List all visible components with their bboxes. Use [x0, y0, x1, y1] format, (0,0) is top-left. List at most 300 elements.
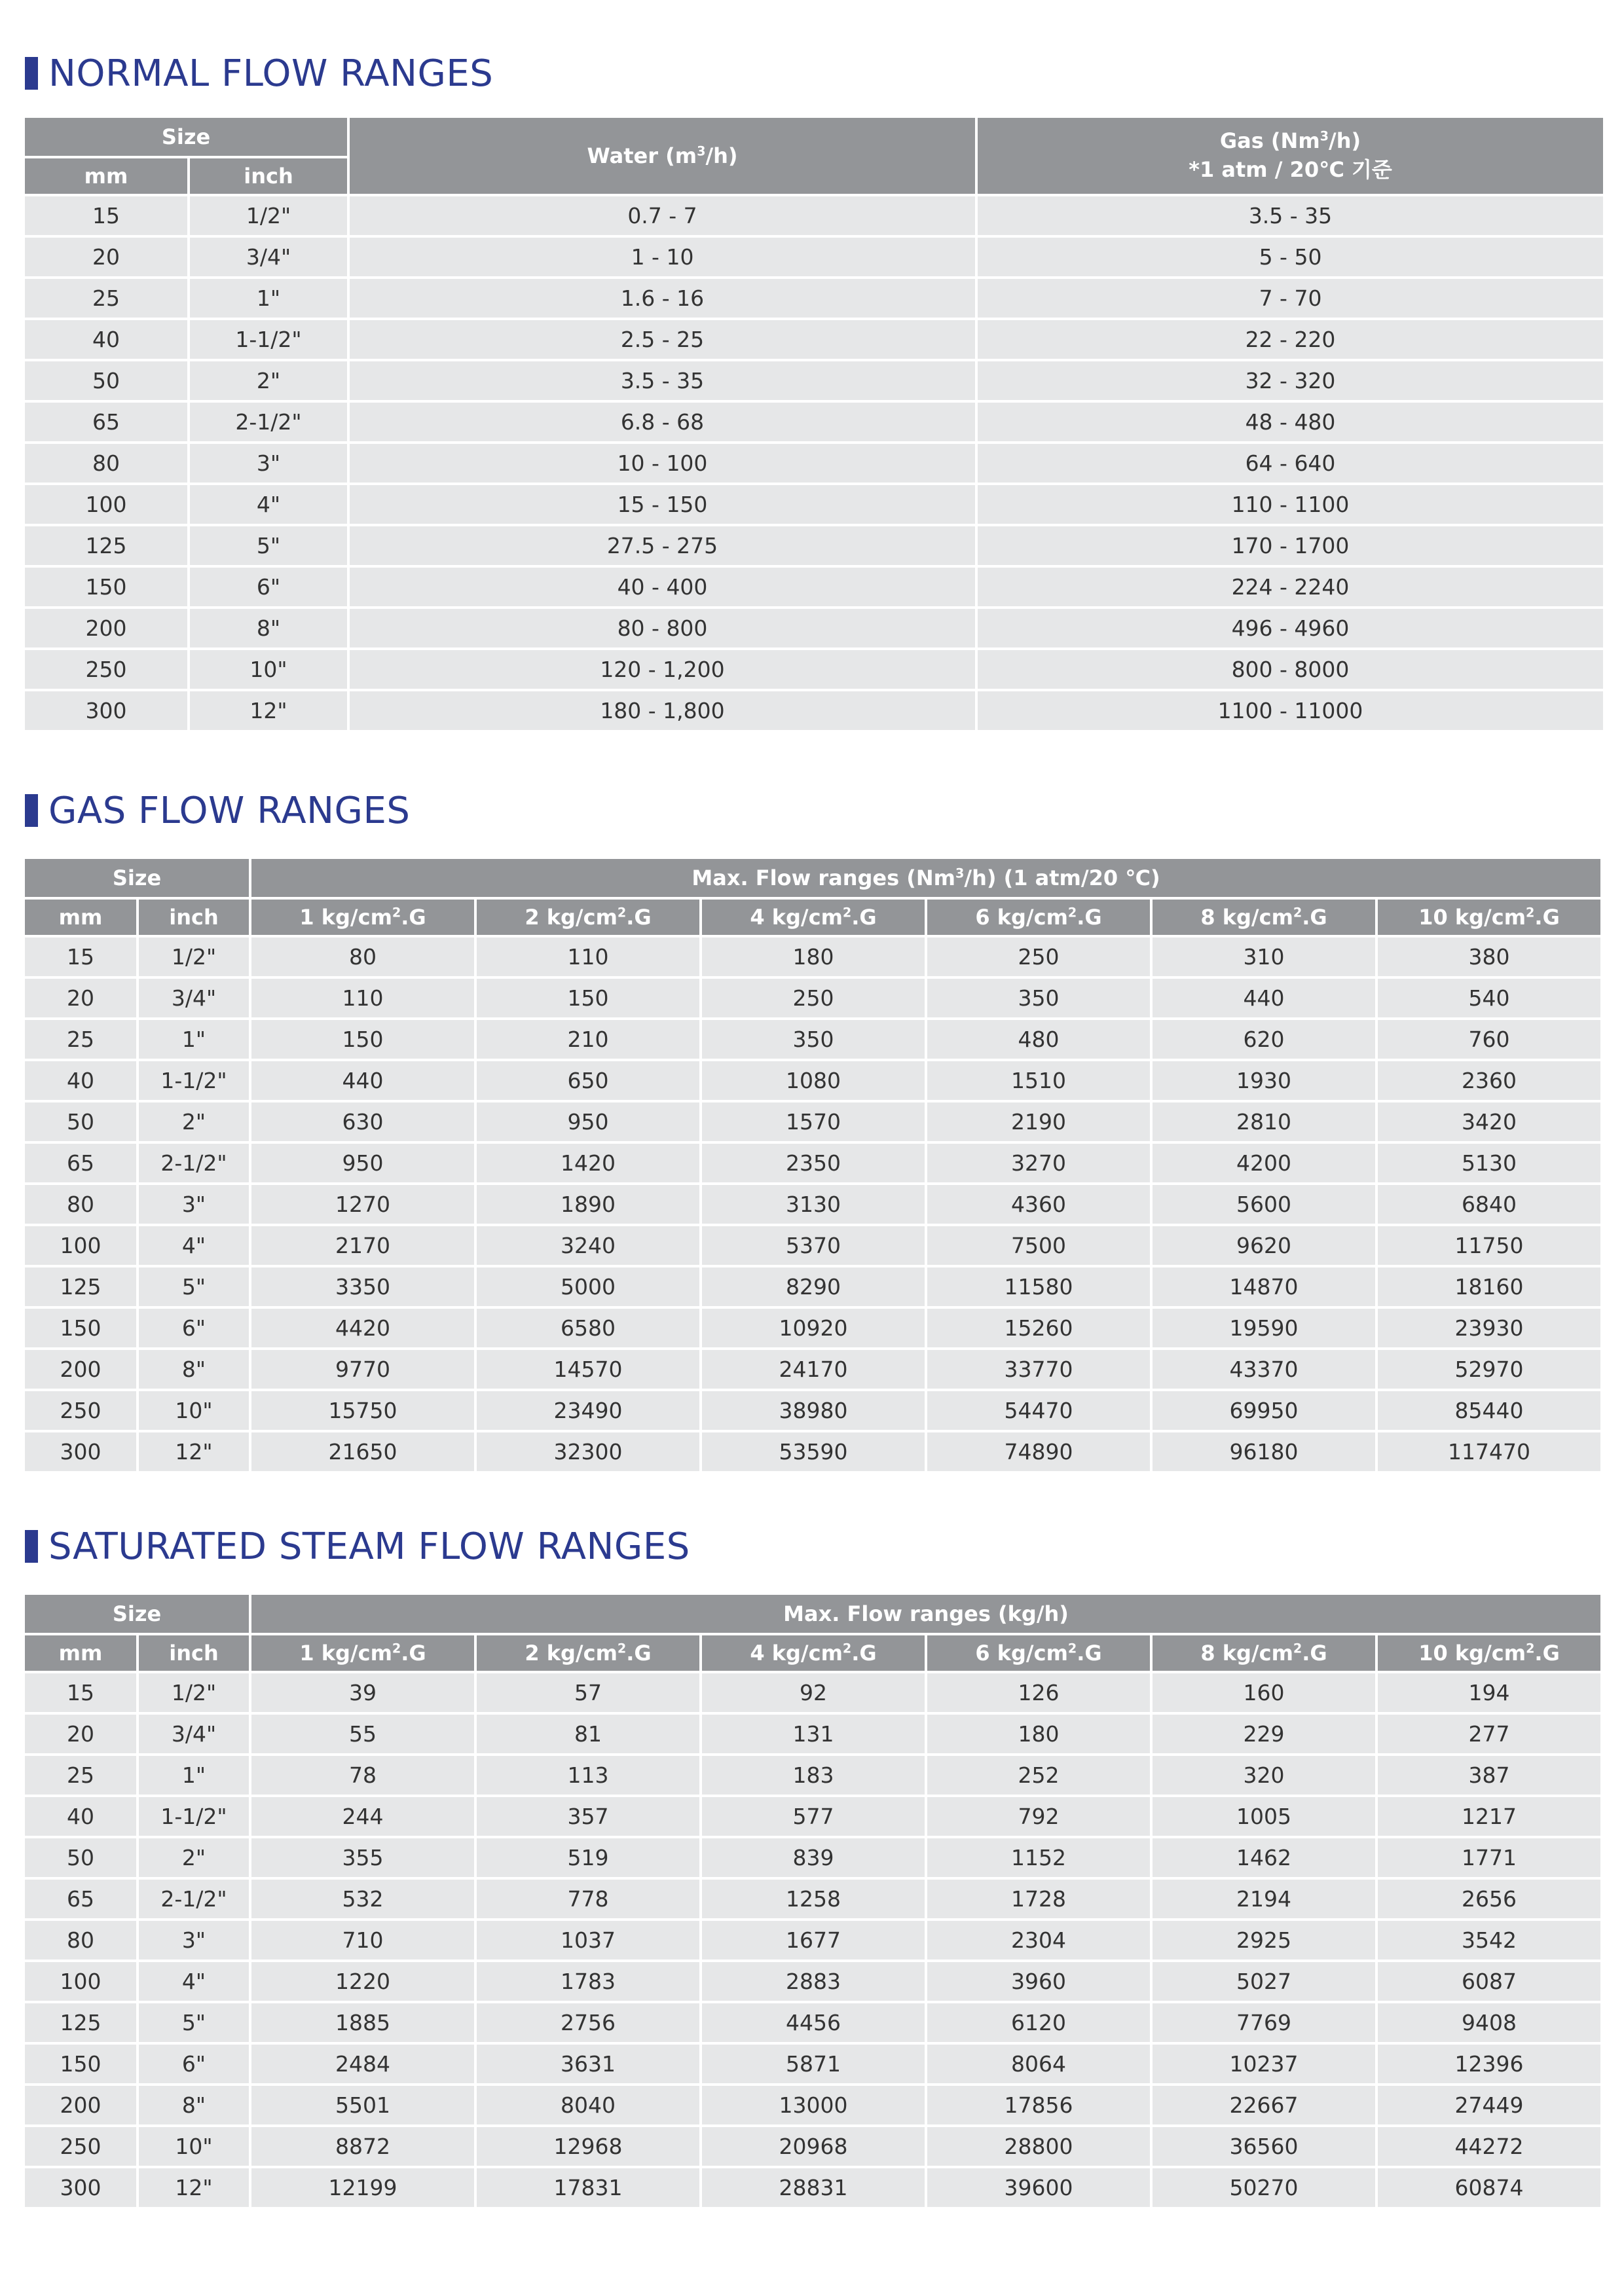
value-cell: 131	[702, 1712, 925, 1753]
table-row	[25, 1389, 1600, 1430]
value-cell: 7769	[1153, 2001, 1375, 2042]
value-cell: 1005	[1153, 1795, 1375, 1836]
gas-range-cell: 22 - 220	[978, 318, 1603, 359]
mm-cell: 300	[25, 689, 187, 730]
mm-cell: 20	[25, 1712, 136, 1753]
inch-header: inch	[139, 897, 249, 935]
inch-cell: 3/4"	[139, 1712, 249, 1753]
value-cell: 92	[702, 1671, 925, 1712]
table-row	[25, 1265, 1600, 1306]
mm-cell: 20	[25, 235, 187, 276]
value-cell: 3270	[927, 1141, 1150, 1182]
value-cell: 17856	[927, 2083, 1150, 2124]
mm-cell: 125	[25, 1265, 136, 1306]
value-cell: 36560	[1153, 2124, 1375, 2166]
value-cell: 387	[1378, 1753, 1600, 1795]
inch-cell: 1-1/2"	[139, 1059, 249, 1100]
heading-marker	[25, 794, 38, 827]
value-cell: 18160	[1378, 1265, 1600, 1306]
value-cell: 85440	[1378, 1389, 1600, 1430]
table-row	[25, 2001, 1600, 2042]
inch-cell: 3"	[190, 441, 347, 483]
value-cell: 320	[1153, 1753, 1375, 1795]
mm-cell: 25	[25, 276, 187, 318]
value-cell: 6087	[1378, 1959, 1600, 2001]
value-cell: 350	[702, 1017, 925, 1059]
value-cell: 14570	[477, 1347, 699, 1389]
value-cell: 277	[1378, 1712, 1600, 1753]
value-cell: 1890	[477, 1182, 699, 1224]
value-cell: 54470	[927, 1389, 1150, 1430]
inch-cell: 1/2"	[190, 194, 347, 235]
value-cell: 12968	[477, 2124, 699, 2166]
table-row	[25, 194, 1603, 235]
table-row	[25, 2124, 1600, 2166]
steam-flow-table	[22, 1595, 1603, 2207]
value-cell: 60874	[1378, 2166, 1600, 2207]
mm-cell: 100	[25, 483, 187, 524]
gas-flow-table	[22, 859, 1603, 1471]
value-cell: 3960	[927, 1959, 1150, 2001]
value-cell: 160	[1153, 1671, 1375, 1712]
pressure-header: 2 $kg/cm^2.G$	[477, 897, 699, 935]
mm-cell: 25	[25, 1753, 136, 1795]
value-cell: 96180	[1153, 1430, 1375, 1471]
value-cell: 19590	[1153, 1306, 1375, 1347]
value-cell: 9770	[251, 1347, 474, 1389]
table-row	[25, 1877, 1600, 1918]
value-cell: 110	[477, 935, 699, 976]
inch-cell: 10"	[139, 1389, 249, 1430]
gas-header-note: *1 atm / 20℃ 기준	[1189, 157, 1392, 182]
gas-range-cell: 64 - 640	[978, 441, 1603, 483]
value-cell: 81	[477, 1712, 699, 1753]
value-cell: 13000	[702, 2083, 925, 2124]
table-row	[25, 400, 1603, 441]
inch-cell: 2-1/2"	[190, 400, 347, 441]
value-cell: 1037	[477, 1918, 699, 1959]
mm-cell: 50	[25, 1100, 136, 1141]
value-cell: 252	[927, 1753, 1150, 1795]
value-cell: 78	[251, 1753, 474, 1795]
value-cell: 2194	[1153, 1877, 1375, 1918]
value-cell: 8040	[477, 2083, 699, 2124]
table-row	[25, 1347, 1600, 1389]
value-cell: 355	[251, 1836, 474, 1877]
value-cell: 839	[702, 1836, 925, 1877]
table-row	[25, 1795, 1600, 1836]
gas-range-cell: 3.5 - 35	[978, 194, 1603, 235]
value-cell: 350	[927, 976, 1150, 1017]
inch-cell: 1"	[139, 1017, 249, 1059]
mm-cell: 80	[25, 441, 187, 483]
value-cell: 380	[1378, 935, 1600, 976]
value-cell: 39600	[927, 2166, 1150, 2207]
table-row	[25, 1753, 1600, 1795]
value-cell: 7500	[927, 1224, 1150, 1265]
value-cell: 27449	[1378, 2083, 1600, 2124]
value-cell: 1728	[927, 1877, 1150, 1918]
inch-cell: 1/2"	[139, 1671, 249, 1712]
mm-cell: 25	[25, 1017, 136, 1059]
value-cell: 50270	[1153, 2166, 1375, 2207]
value-cell: 440	[1153, 976, 1375, 1017]
mm-cell: 40	[25, 318, 187, 359]
pressure-header: 6 $kg/cm^2.G$	[927, 897, 1150, 935]
inch-cell: 8"	[190, 606, 347, 647]
table-row	[25, 1182, 1600, 1224]
gas-range-cell: 48 - 480	[978, 400, 1603, 441]
value-cell: 1152	[927, 1836, 1150, 1877]
normal-flow-table	[22, 118, 1606, 730]
value-cell: 10237	[1153, 2042, 1375, 2083]
mm-cell: 150	[25, 565, 187, 606]
mm-cell: 125	[25, 524, 187, 565]
table-row	[25, 565, 1603, 606]
value-cell: 23930	[1378, 1306, 1600, 1347]
inch-cell: 10"	[190, 647, 347, 689]
table-row	[25, 1959, 1600, 2001]
value-cell: 778	[477, 1877, 699, 1918]
value-cell: 32300	[477, 1430, 699, 1471]
value-cell: 74890	[927, 1430, 1150, 1471]
pressure-header: 8 $kg/cm^2.G$	[1153, 897, 1375, 935]
inch-cell: 2"	[139, 1836, 249, 1877]
gas-header: Gas (Nm$^3$/h) *1 atm / 20℃ 기준	[978, 118, 1603, 194]
mm-cell: 150	[25, 2042, 136, 2083]
normal-flow-title: NORMAL FLOW RANGES	[48, 52, 494, 95]
value-cell: 194	[1378, 1671, 1600, 1712]
inch-cell: 12"	[190, 689, 347, 730]
pressure-header: 10 $kg/cm^2.G$	[1378, 897, 1600, 935]
water-range-cell: 10 - 100	[350, 441, 975, 483]
value-cell: 6120	[927, 2001, 1150, 2042]
inch-cell: 12"	[139, 1430, 249, 1471]
value-cell: 1270	[251, 1182, 474, 1224]
table-row	[25, 1430, 1600, 1471]
gas-flow-section	[25, 784, 1600, 1471]
value-cell: 28800	[927, 2124, 1150, 2166]
pressure-header: 4 $kg/cm^2.G$	[702, 1633, 925, 1671]
inch-cell: 1/2"	[139, 935, 249, 976]
value-cell: 3631	[477, 2042, 699, 2083]
normal-flow-heading	[25, 47, 1600, 100]
inch-header: inch	[139, 1633, 249, 1671]
mm-cell: 250	[25, 2124, 136, 2166]
value-cell: 33770	[927, 1347, 1150, 1389]
value-cell: 630	[251, 1100, 474, 1141]
inch-cell: 4"	[139, 1959, 249, 2001]
value-cell: 480	[927, 1017, 1150, 1059]
value-cell: 1930	[1153, 1059, 1375, 1100]
mm-cell: 40	[25, 1059, 136, 1100]
water-range-cell: 3.5 - 35	[350, 359, 975, 400]
mm-cell: 65	[25, 1141, 136, 1182]
water-range-cell: 6.8 - 68	[350, 400, 975, 441]
value-cell: 15750	[251, 1389, 474, 1430]
value-cell: 710	[251, 1918, 474, 1959]
value-cell: 792	[927, 1795, 1150, 1836]
inch-cell: 8"	[139, 2083, 249, 2124]
value-cell: 2360	[1378, 1059, 1600, 1100]
value-cell: 8290	[702, 1265, 925, 1306]
mm-cell: 300	[25, 1430, 136, 1471]
water-range-cell: 180 - 1,800	[350, 689, 975, 730]
value-cell: 6580	[477, 1306, 699, 1347]
value-cell: 650	[477, 1059, 699, 1100]
mm-cell: 15	[25, 935, 136, 976]
value-cell: 11750	[1378, 1224, 1600, 1265]
pressure-header: 6 $kg/cm^2.G$	[927, 1633, 1150, 1671]
mm-header: mm	[25, 897, 136, 935]
value-cell: 53590	[702, 1430, 925, 1471]
inch-cell: 2-1/2"	[139, 1141, 249, 1182]
water-range-cell: 27.5 - 275	[350, 524, 975, 565]
gas-range-cell: 1100 - 11000	[978, 689, 1603, 730]
size-header: Size	[25, 1595, 249, 1633]
value-cell: 2350	[702, 1141, 925, 1182]
value-cell: 22667	[1153, 2083, 1375, 2124]
value-cell: 14870	[1153, 1265, 1375, 1306]
value-cell: 1258	[702, 1877, 925, 1918]
value-cell: 117470	[1378, 1430, 1600, 1471]
value-cell: 8872	[251, 2124, 474, 2166]
value-cell: 3130	[702, 1182, 925, 1224]
water-range-cell: 1 - 10	[350, 235, 975, 276]
inch-cell: 4"	[190, 483, 347, 524]
pressure-header: 1 $kg/cm^2.G$	[251, 897, 474, 935]
table-row	[25, 2083, 1600, 2124]
size-header: Size	[25, 859, 249, 897]
mm-cell: 15	[25, 194, 187, 235]
heading-marker	[25, 57, 38, 90]
value-cell: 15260	[927, 1306, 1150, 1347]
inch-header: inch	[190, 156, 347, 194]
value-cell: 2304	[927, 1918, 1150, 1959]
value-cell: 1420	[477, 1141, 699, 1182]
value-cell: 2190	[927, 1100, 1150, 1141]
inch-cell: 1"	[139, 1753, 249, 1795]
value-cell: 2925	[1153, 1918, 1375, 1959]
table-row	[25, 524, 1603, 565]
value-cell: 4420	[251, 1306, 474, 1347]
value-cell: 3420	[1378, 1100, 1600, 1141]
value-cell: 180	[927, 1712, 1150, 1753]
inch-cell: 6"	[139, 1306, 249, 1347]
value-cell: 28831	[702, 2166, 925, 2207]
value-cell: 5000	[477, 1265, 699, 1306]
value-cell: 1462	[1153, 1836, 1375, 1877]
value-cell: 69950	[1153, 1389, 1375, 1430]
water-range-cell: 0.7 - 7	[350, 194, 975, 235]
water-range-cell: 80 - 800	[350, 606, 975, 647]
value-cell: 11580	[927, 1265, 1150, 1306]
value-cell: 5130	[1378, 1141, 1600, 1182]
value-cell: 210	[477, 1017, 699, 1059]
value-cell: 1771	[1378, 1836, 1600, 1877]
value-cell: 950	[477, 1100, 699, 1141]
max-flow-header: Max. Flow ranges (kg/h)	[251, 1595, 1600, 1633]
value-cell: 126	[927, 1671, 1150, 1712]
value-cell: 110	[251, 976, 474, 1017]
mm-cell: 200	[25, 1347, 136, 1389]
value-cell: 150	[251, 1017, 474, 1059]
value-cell: 540	[1378, 976, 1600, 1017]
value-cell: 38980	[702, 1389, 925, 1430]
value-cell: 43370	[1153, 1347, 1375, 1389]
gas-flow-title: GAS FLOW RANGES	[48, 789, 411, 832]
value-cell: 519	[477, 1836, 699, 1877]
normal-flow-section	[25, 47, 1600, 730]
gas-flow-heading	[25, 784, 1600, 837]
value-cell: 23490	[477, 1389, 699, 1430]
water-header: Water $(m^3/h)$	[350, 118, 975, 194]
table-row	[25, 647, 1603, 689]
value-cell: 4456	[702, 2001, 925, 2042]
mm-cell: 65	[25, 400, 187, 441]
value-cell: 5501	[251, 2083, 474, 2124]
value-cell: 250	[927, 935, 1150, 976]
table-row	[25, 441, 1603, 483]
value-cell: 532	[251, 1877, 474, 1918]
water-range-cell: 2.5 - 25	[350, 318, 975, 359]
mm-cell: 80	[25, 1918, 136, 1959]
value-cell: 2484	[251, 2042, 474, 2083]
value-cell: 2883	[702, 1959, 925, 2001]
inch-cell: 5"	[190, 524, 347, 565]
steam-flow-section	[25, 1520, 1600, 2207]
mm-cell: 100	[25, 1224, 136, 1265]
mm-cell: 125	[25, 2001, 136, 2042]
value-cell: 1220	[251, 1959, 474, 2001]
value-cell: 1217	[1378, 1795, 1600, 1836]
gas-range-cell: 496 - 4960	[978, 606, 1603, 647]
mm-cell: 250	[25, 1389, 136, 1430]
inch-cell: 6"	[190, 565, 347, 606]
water-range-cell: 120 - 1,200	[350, 647, 975, 689]
value-cell: 3542	[1378, 1918, 1600, 1959]
table-row	[25, 1141, 1600, 1182]
inch-cell: 1"	[190, 276, 347, 318]
pressure-header: 2 $kg/cm^2.G$	[477, 1633, 699, 1671]
value-cell: 357	[477, 1795, 699, 1836]
inch-cell: 3/4"	[139, 976, 249, 1017]
gas-range-cell: 7 - 70	[978, 276, 1603, 318]
table-row	[25, 359, 1603, 400]
size-header: Size	[25, 118, 347, 156]
value-cell: 183	[702, 1753, 925, 1795]
inch-cell: 3"	[139, 1918, 249, 1959]
value-cell: 8064	[927, 2042, 1150, 2083]
value-cell: 113	[477, 1753, 699, 1795]
value-cell: 250	[702, 976, 925, 1017]
mm-cell: 100	[25, 1959, 136, 2001]
inch-cell: 2"	[190, 359, 347, 400]
value-cell: 1783	[477, 1959, 699, 2001]
table-row	[25, 1918, 1600, 1959]
gas-range-cell: 32 - 320	[978, 359, 1603, 400]
inch-cell: 3"	[139, 1182, 249, 1224]
value-cell: 950	[251, 1141, 474, 1182]
inch-cell: 10"	[139, 2124, 249, 2166]
value-cell: 440	[251, 1059, 474, 1100]
table-row	[25, 235, 1603, 276]
value-cell: 4200	[1153, 1141, 1375, 1182]
pressure-header: 1 $kg/cm^2.G$	[251, 1633, 474, 1671]
value-cell: 5871	[702, 2042, 925, 2083]
inch-cell: 1-1/2"	[139, 1795, 249, 1836]
steam-flow-heading	[25, 1520, 1600, 1573]
table-row	[25, 2042, 1600, 2083]
value-cell: 17831	[477, 2166, 699, 2207]
table-row	[25, 1671, 1600, 1712]
inch-cell: 2-1/2"	[139, 1877, 249, 1918]
table-row	[25, 1836, 1600, 1877]
value-cell: 3240	[477, 1224, 699, 1265]
table-row	[25, 1306, 1600, 1347]
value-cell: 1510	[927, 1059, 1150, 1100]
gas-range-cell: 110 - 1100	[978, 483, 1603, 524]
value-cell: 2170	[251, 1224, 474, 1265]
value-cell: 244	[251, 1795, 474, 1836]
table-row	[25, 1712, 1600, 1753]
table-row	[25, 935, 1600, 976]
value-cell: 10920	[702, 1306, 925, 1347]
value-cell: 1080	[702, 1059, 925, 1100]
pressure-header: 4 $kg/cm^2.G$	[702, 897, 925, 935]
water-range-cell: 15 - 150	[350, 483, 975, 524]
mm-header: mm	[25, 1633, 136, 1671]
inch-cell: 12"	[139, 2166, 249, 2207]
table-row	[25, 2166, 1600, 2207]
table-row	[25, 276, 1603, 318]
value-cell: 5370	[702, 1224, 925, 1265]
value-cell: 57	[477, 1671, 699, 1712]
value-cell: 44272	[1378, 2124, 1600, 2166]
mm-cell: 50	[25, 1836, 136, 1877]
value-cell: 21650	[251, 1430, 474, 1471]
value-cell: 620	[1153, 1017, 1375, 1059]
value-cell: 9620	[1153, 1224, 1375, 1265]
value-cell: 6840	[1378, 1182, 1600, 1224]
mm-cell: 200	[25, 2083, 136, 2124]
table-row	[25, 1224, 1600, 1265]
mm-cell: 200	[25, 606, 187, 647]
value-cell: 52970	[1378, 1347, 1600, 1389]
value-cell: 55	[251, 1712, 474, 1753]
inch-cell: 4"	[139, 1224, 249, 1265]
mm-cell: 300	[25, 2166, 136, 2207]
value-cell: 39	[251, 1671, 474, 1712]
value-cell: 1677	[702, 1918, 925, 1959]
value-cell: 3350	[251, 1265, 474, 1306]
inch-cell: 1-1/2"	[190, 318, 347, 359]
table-row	[25, 318, 1603, 359]
table-row	[25, 689, 1603, 730]
value-cell: 9408	[1378, 2001, 1600, 2042]
value-cell: 1885	[251, 2001, 474, 2042]
value-cell: 229	[1153, 1712, 1375, 1753]
mm-cell: 50	[25, 359, 187, 400]
value-cell: 310	[1153, 935, 1375, 976]
value-cell: 80	[251, 935, 474, 976]
value-cell: 760	[1378, 1017, 1600, 1059]
table-row	[25, 606, 1603, 647]
gas-range-cell: 800 - 8000	[978, 647, 1603, 689]
value-cell: 577	[702, 1795, 925, 1836]
mm-cell: 150	[25, 1306, 136, 1347]
inch-cell: 6"	[139, 2042, 249, 2083]
